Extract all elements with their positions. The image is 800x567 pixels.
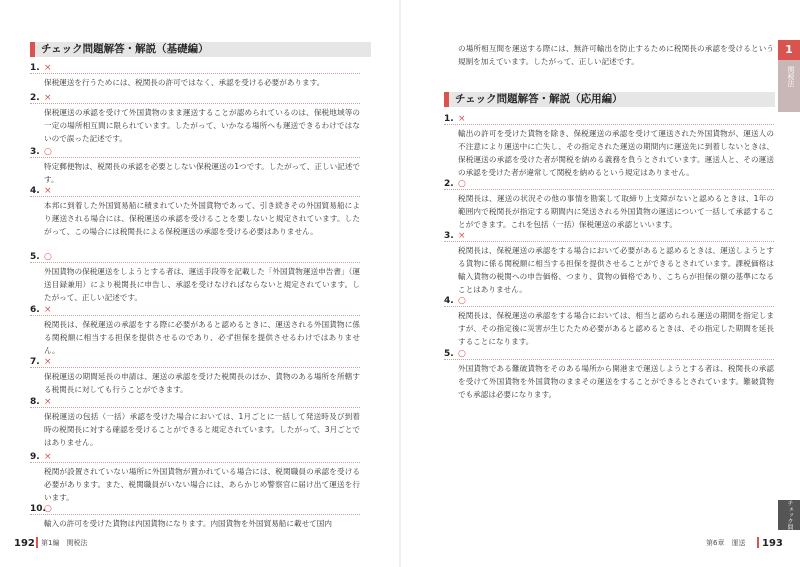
answer-mark: × — [44, 396, 52, 407]
answer-mark: ○ — [44, 251, 52, 262]
answer-item — [30, 451, 360, 504]
answer-item — [444, 178, 774, 231]
item-number: 5. — [444, 348, 454, 359]
answer-text: 外国貨物である難破貨物をそのある場所から開港まで運送しようとする者は、税関長の承認を受けて外国貨物を外国貨物のままその運送をすることができるとされています。難破貨物でも承認は必要になります。 — [458, 364, 774, 399]
footer-divider-right — [757, 537, 759, 548]
answer-text: 外国貨物の保税運送をしようとする者は、運送手段等を記載した「外国貨物運送申告書」（運送目録兼用）により税関長に申告し、承認を受けなければならないと規定されています。したがって、正しい記述です。 — [44, 267, 360, 302]
answer-text: 保税運送を行うためには、税関長の許可ではなく、承認を受ける必要があります。 — [44, 78, 325, 87]
item-number: 4. — [30, 185, 40, 196]
answer-mark: × — [458, 113, 466, 124]
continuation-text: の場所相互間を運送する際には、無許可輸出を防止するために税関長の承認を受けるという規制を加えています。したがって、正しい記述です。 — [458, 44, 774, 66]
answer-item — [30, 304, 360, 357]
answer-item — [30, 503, 360, 530]
item-number: 3. — [444, 230, 454, 241]
answer-mark: × — [44, 304, 52, 315]
item-number: 5. — [30, 251, 40, 262]
answer-text: 税関長は、運送の状況その他の事情を勘案して取締り上支障がないと認めるときは、1年の範囲内で税関長が指定する期間内に発送される外国貨物の運送について一括して承認することができます。これを包括（一括）保税運送の承認といいます。 — [458, 194, 774, 229]
item-number: 1. — [30, 62, 40, 73]
chapter-number: 1 — [778, 40, 800, 60]
footer-chapter-left: 第1編 関税法 — [41, 539, 88, 547]
answer-item — [30, 356, 360, 396]
right-page — [400, 0, 800, 567]
answer-item — [30, 92, 360, 145]
answer-text: 輸入の許可を受けた貨物は内国貨物になります。内国貨物を外国貿易船に載せて国内 — [44, 519, 332, 528]
item-number: 4. — [444, 295, 454, 306]
page-number-left: 192 — [14, 538, 35, 549]
check-questions-tab: チェック問題 — [778, 500, 800, 530]
page-number-right: 193 — [762, 538, 783, 549]
item-number: 3. — [30, 146, 40, 157]
answer-item — [30, 396, 360, 449]
answer-text: 本邦に到着した外国貿易船に積まれていた外国貨物であって、引き続きその外国貿易船により運送される場合には、保税運送の承認を受けることを要しないと規定されています。したがって、この場合には税関長による保税運送の承認を受ける必要はありません。 — [44, 201, 360, 236]
answer-mark: ○ — [458, 295, 466, 306]
answer-item — [444, 230, 774, 296]
answer-item — [30, 251, 360, 304]
item-number: 10. — [30, 503, 46, 514]
answer-mark: ○ — [458, 348, 466, 359]
answer-mark: ○ — [458, 178, 466, 189]
answer-text: 保税運送の承認を受けて外国貨物のまま運送することが認められているのは、保税地域等の一定の場所相互間に限られています。したがって、いかなる場所へも運送できるわけではないので誤った記述です。 — [44, 108, 360, 143]
answer-text: 税関長は、保税運送の承認をする場合においては、相当と認められる運送の期間を指定しますが、その指定後に災害が生じたため必要があると認めるときは、その指定した期間を延長することになります。 — [458, 311, 774, 346]
answer-mark: × — [44, 62, 52, 73]
applied-section-heading: チェック問題解答・解説（応用編） — [444, 92, 775, 107]
answer-item — [444, 348, 774, 401]
answer-text: 保税運送の期間延長の申請は、運送の承認を受けた税関長のほか、貨物のある場所を所轄する税関長に対しても行うことができます。 — [44, 372, 360, 394]
answer-item — [444, 113, 774, 179]
answer-mark: × — [44, 451, 52, 462]
answer-text: 税関長は、保税運送の承認をする場合において必要があると認めるときは、運送しようとする貨物に係る関税額に相当する担保を提供させることができるとされています。課税価格は輸入貨物の税関への申告価格、つまり、貨物の価格であり、こちらが担保の額の基準になることはありません。 — [458, 246, 774, 294]
answer-text: 税関が設置されていない場所に外国貨物が置かれている場合には、税関職員の承認を受ける必要があります。また、税関職員がいない場合には、あらかじめ警察官に届け出て運送を行います。 — [44, 467, 360, 502]
item-number: 6. — [30, 304, 40, 315]
answer-text: 保税運送の包括（一括）承認を受けた場合においては、1月ごとに一括して発送時及び到着時の税関長に対する確認を受けることができると規定されています。したがって、3月ごとではありません。 — [44, 412, 360, 447]
answer-mark: × — [44, 356, 52, 367]
answer-mark: × — [44, 92, 52, 103]
item-number: 9. — [30, 451, 40, 462]
item-number: 7. — [30, 356, 40, 367]
item-number: 1. — [444, 113, 454, 124]
footer-divider-left — [36, 537, 38, 548]
answer-mark: ○ — [44, 146, 52, 157]
answer-text: 輸出の許可を受けた貨物を除き、保税運送の承認を受けて運送された外国貨物が、運送人の不注意により運送中に亡失し、その指定された運送の期間内に運送先に到着しないときは、保税運送の承認を受けた者が関税を納める義務を負うとされています。運送人と、その運送の承認を受けた者が違常して関税を納めるという規定はありません。 — [458, 129, 774, 177]
item-number: 2. — [30, 92, 40, 103]
answer-item — [30, 185, 360, 238]
answer-item — [30, 146, 360, 186]
item-number: 8. — [30, 396, 40, 407]
answer-item — [444, 295, 774, 348]
chapter-label: 関税法 — [787, 66, 795, 87]
item-number: 2. — [444, 178, 454, 189]
answer-mark: ○ — [44, 503, 52, 514]
footer-chapter-right: 第6章 運送 — [706, 539, 746, 547]
answer-item — [30, 62, 360, 89]
answer-text: 税関長は、保税運送の承認をする際に必要があると認めるときに、運送される外国貨物に係る関税額に相当する担保を提供させるのであり、必ず担保を提供させるわけではありません。 — [44, 320, 360, 355]
answer-text: 特定郵便物は、税関長の承認を必要としない保税運送の1つです。したがって、正しい記述です。 — [44, 162, 360, 184]
answer-mark: × — [458, 230, 466, 241]
basic-section-heading: チェック問題解答・解説（基礎編） — [30, 42, 371, 57]
answer-mark: × — [44, 185, 52, 196]
